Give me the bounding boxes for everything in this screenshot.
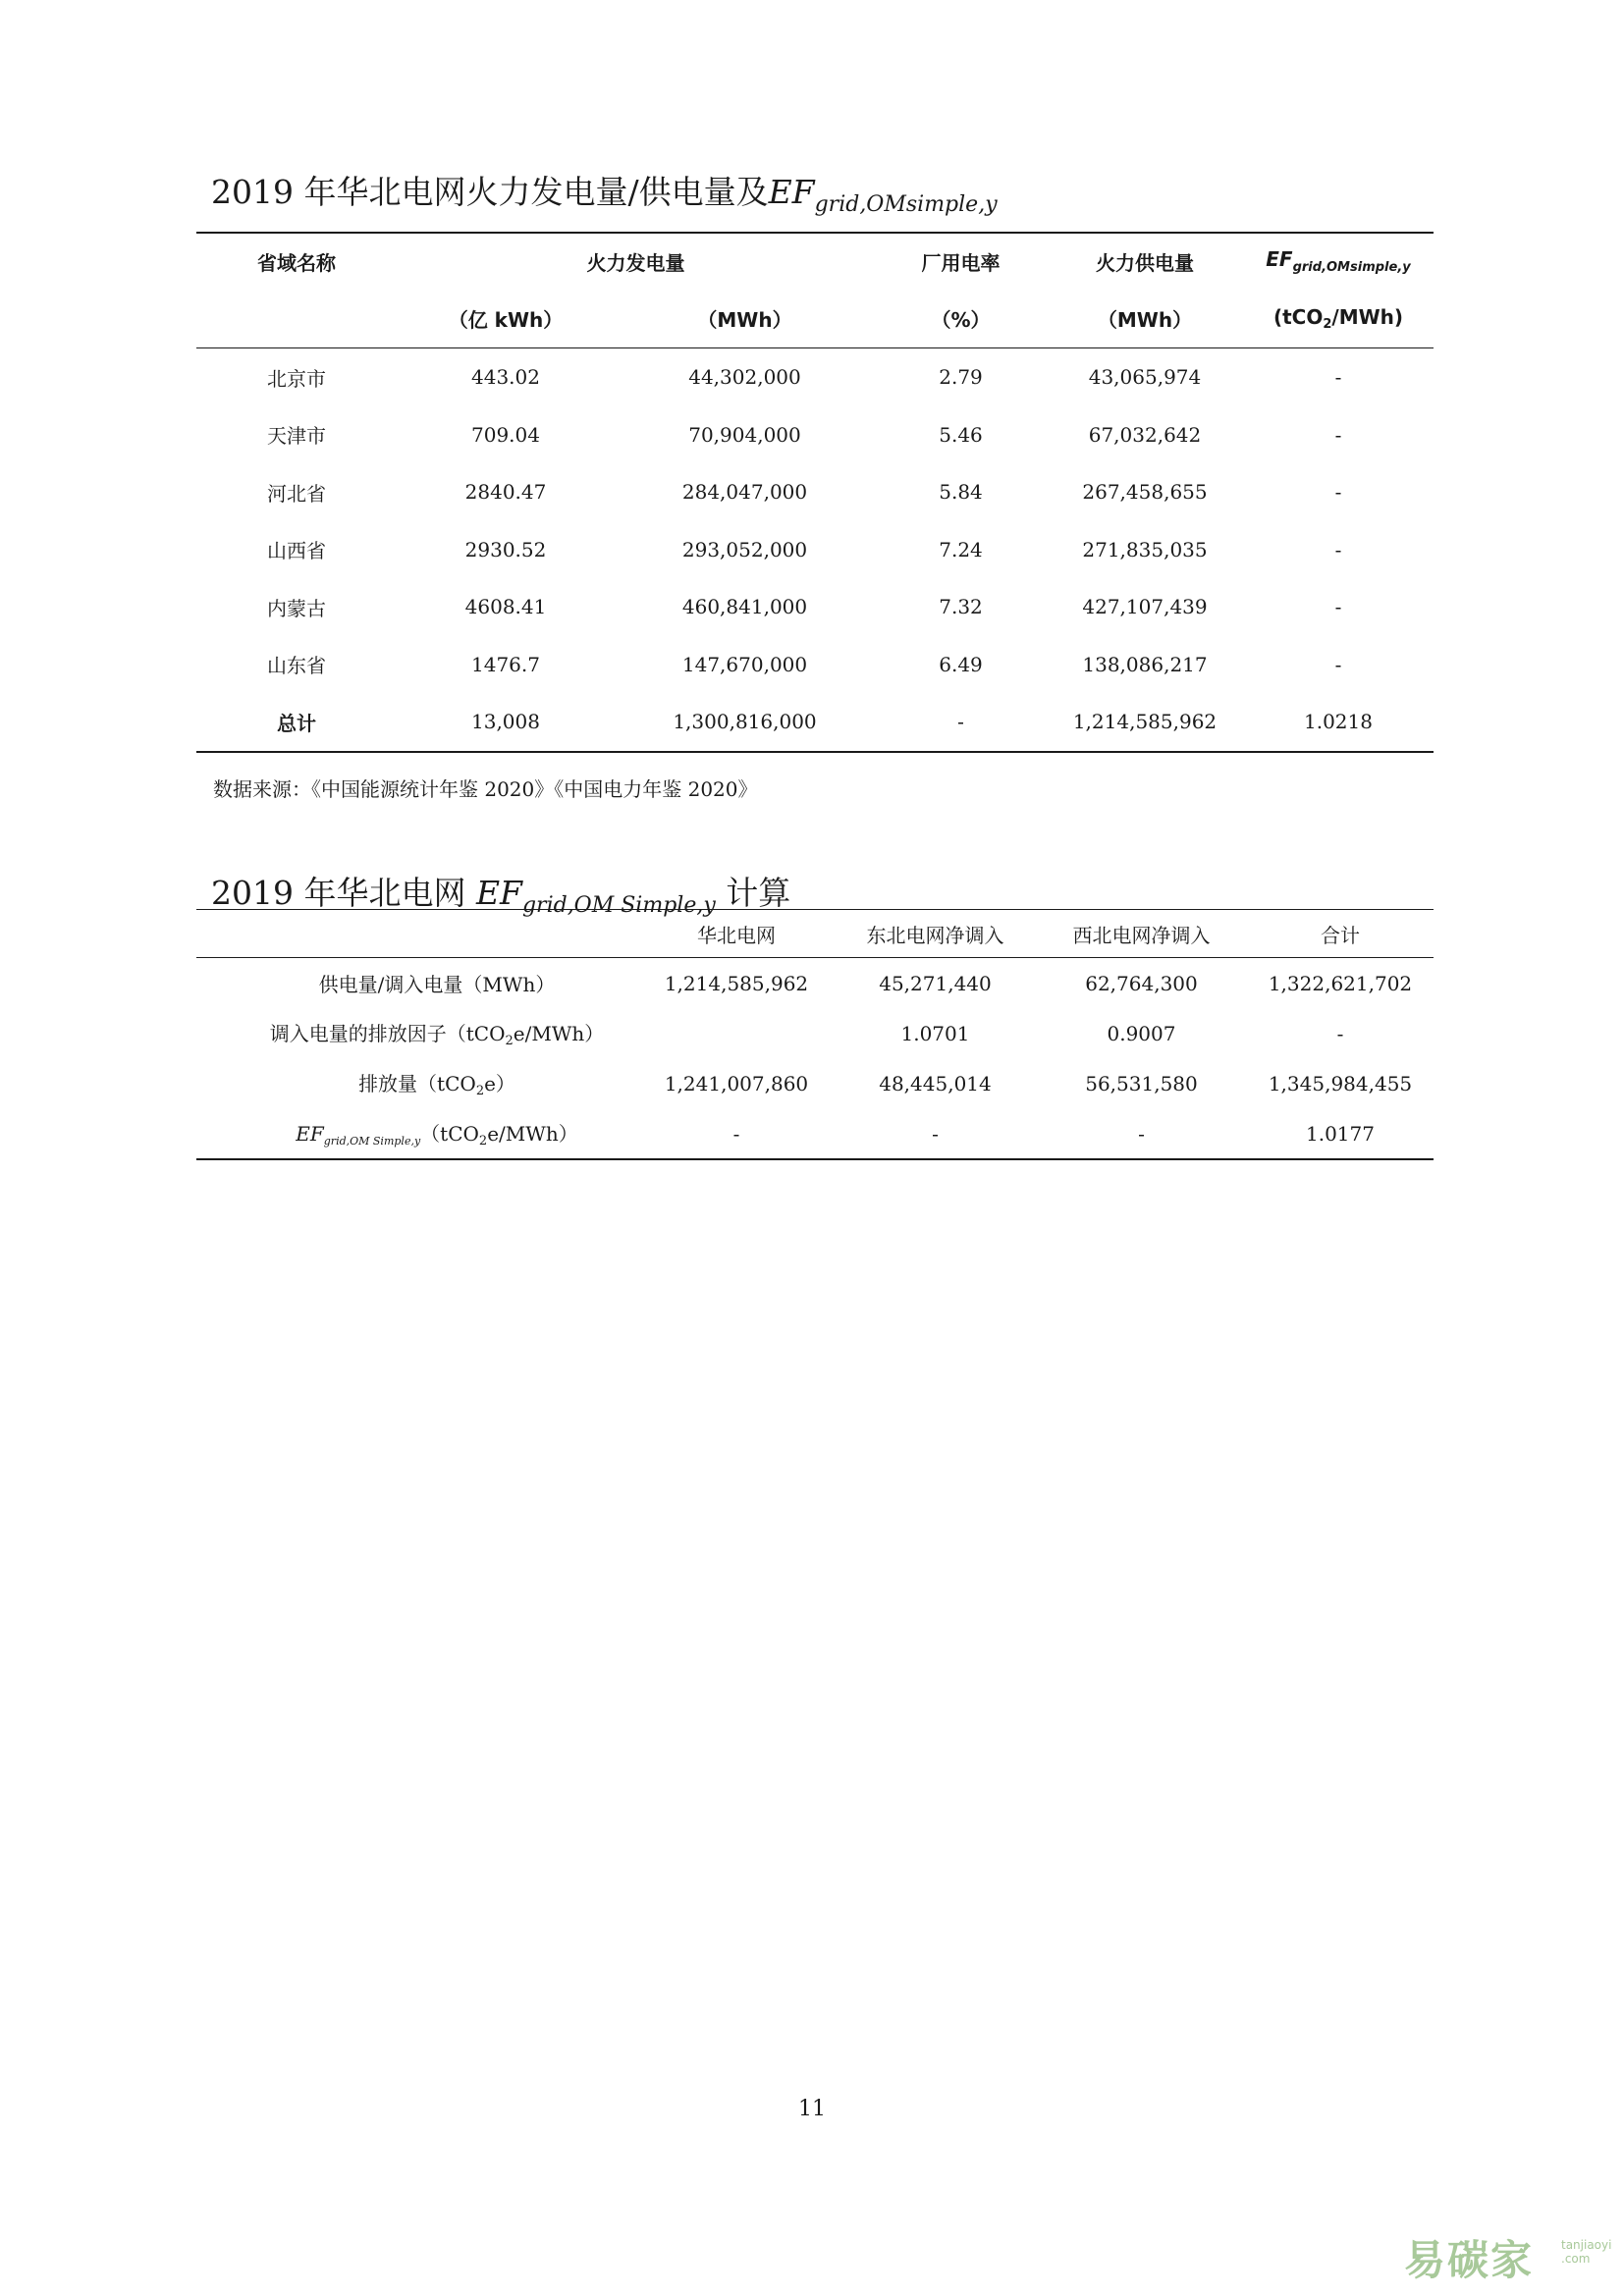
label-pre: 排放量（tCO — [358, 1072, 476, 1095]
watermark-url-line2: .com — [1561, 2252, 1591, 2266]
cell-total-gen-yi: 13,008 — [471, 710, 540, 734]
cell-supply: 267,458,655 — [1082, 480, 1208, 505]
cell-total-gen-mwh: 1,300,816,000 — [673, 710, 817, 734]
watermark-logo — [1404, 2228, 1612, 2284]
cell-total-rate: - — [957, 710, 964, 734]
cell-ef: - — [1334, 595, 1342, 619]
label-sub: 2 — [475, 1084, 485, 1098]
label-ef-sub: grid,OM Simple,y — [323, 1135, 421, 1148]
cell-value: 1.0177 — [1306, 1121, 1375, 1146]
header-empty — [196, 910, 638, 958]
cell-rate: 7.32 — [939, 595, 983, 619]
cell-province: 天津市 — [267, 424, 326, 449]
table2-title-text: 2019 年华北电网 — [211, 874, 476, 912]
cell-value: 1,241,007,860 — [664, 1071, 809, 1095]
table-row — [196, 463, 1434, 521]
table-row — [196, 958, 1434, 1009]
cell-value: 48,445,014 — [879, 1071, 992, 1095]
header-supply: 火力供电量 — [1096, 250, 1194, 275]
header-generation: 火力发电量 — [586, 250, 685, 275]
table-row — [196, 1008, 1434, 1058]
label-pre: 调入电量的排放因子（tCO — [269, 1022, 506, 1045]
cell-supply: 43,065,974 — [1088, 365, 1202, 390]
header-northwest-import: 西北电网净调入 — [1036, 910, 1247, 958]
header-northeast-import: 东北电网净调入 — [835, 910, 1036, 958]
cell-ef: - — [1334, 537, 1342, 561]
table2-title-ef-sub: grid,OM Simple,y — [521, 893, 716, 918]
cell-value: 1,214,585,962 — [664, 971, 809, 995]
cell-rate: 2.79 — [939, 365, 983, 390]
cell-gen-mwh: 293,052,000 — [681, 537, 808, 561]
table2-header-row — [196, 910, 1434, 958]
cell-province: 河北省 — [267, 481, 326, 506]
cell-value: - — [932, 1121, 939, 1146]
table2-title-ef: EF — [475, 874, 522, 912]
cell-rate: 7.24 — [939, 537, 983, 561]
header-ef-main: EF — [1266, 247, 1293, 271]
watermark-url-line1: tanjiaoyi — [1561, 2238, 1612, 2252]
cell-rate: 5.84 — [939, 480, 983, 505]
table1-header-row — [196, 233, 1434, 289]
cell-province: 山西省 — [267, 539, 326, 563]
cell-value: 1,345,984,455 — [1268, 1071, 1413, 1095]
header-ef — [1243, 233, 1434, 289]
table1-title-ef-sub: grid,OMsimple,y — [814, 192, 998, 217]
cell-gen-mwh: 44,302,000 — [688, 365, 801, 390]
cell-supply: 427,107,439 — [1082, 595, 1208, 619]
cell-gen-mwh: 70,904,000 — [688, 422, 801, 447]
cell-gen-mwh: 284,047,000 — [681, 480, 808, 505]
data-source-note: 数据来源：《中国能源统计年鉴 2020》《中国电力年鉴 2020》 — [213, 777, 758, 801]
watermark-url — [1561, 2238, 1611, 2266]
table-row — [196, 636, 1434, 694]
cell-supply: 67,032,642 — [1088, 422, 1202, 447]
table1-title-text: 2019 年华北电网火力发电量/供电量及 — [211, 173, 769, 211]
row-label — [196, 1058, 638, 1108]
cell-ef: - — [1334, 422, 1342, 447]
cell-province: 山东省 — [267, 654, 326, 678]
table-row — [196, 406, 1434, 464]
cell-rate: 6.49 — [939, 652, 983, 676]
unit-ef-post: /MWh) — [1331, 304, 1404, 329]
label-ef: EF — [296, 1122, 324, 1146]
cell-supply: 271,835,035 — [1082, 537, 1208, 561]
cell-value: - — [1138, 1121, 1145, 1146]
cell-value: 56,531,580 — [1085, 1071, 1198, 1095]
table2-title-suffix: 计算 — [715, 874, 791, 912]
cell-ef: - — [1334, 365, 1342, 390]
cell-supply: 138,086,217 — [1082, 652, 1208, 676]
page-number: 11 — [798, 2097, 826, 2121]
row-label — [196, 1108, 638, 1159]
table-row — [196, 1108, 1434, 1159]
cell-value: - — [732, 1121, 740, 1146]
row-label: 供电量/调入电量（MWh） — [318, 973, 556, 996]
label-sub: 2 — [505, 1034, 514, 1048]
table-row — [196, 521, 1434, 579]
cell-gen-yi: 2840.47 — [464, 480, 547, 505]
cell-value: - — [1336, 1021, 1344, 1045]
table-row — [196, 1058, 1434, 1108]
cell-gen-yi: 709.04 — [471, 422, 540, 447]
header-north-china: 华北电网 — [638, 910, 835, 958]
unit-ef-sub: 2 — [1323, 316, 1332, 332]
label-post: e） — [484, 1072, 515, 1095]
cell-value: 1,322,621,702 — [1268, 971, 1413, 995]
unit-ef — [1243, 289, 1434, 348]
label-post: e/MWh） — [487, 1122, 578, 1146]
cell-value: 62,764,300 — [1085, 971, 1198, 995]
header-aux-rate: 厂用电率 — [921, 250, 1001, 275]
unit-ef-pre: (tCO — [1272, 304, 1324, 329]
unit-rate: （%） — [875, 289, 1047, 348]
unit-empty — [196, 289, 397, 348]
cell-value: 0.9007 — [1107, 1021, 1176, 1045]
thermal-power-table — [196, 232, 1434, 753]
cell-value: 1.0701 — [900, 1021, 970, 1045]
cell-rate: 5.46 — [939, 422, 983, 447]
watermark-text: 易碳家 — [1404, 2236, 1535, 2284]
table1-title — [211, 167, 998, 217]
ef-calculation-table — [196, 909, 1434, 1160]
header-province: 省域名称 — [257, 250, 336, 275]
cell-value — [638, 1008, 835, 1058]
unit-gen-mwh: （MWh） — [615, 289, 875, 348]
cell-gen-yi: 443.02 — [471, 365, 540, 390]
table-row — [196, 578, 1434, 636]
cell-total-supply: 1,214,585,962 — [1072, 710, 1218, 734]
unit-supply: （MWh） — [1047, 289, 1243, 348]
cell-value: 45,271,440 — [879, 971, 992, 995]
header-total: 合计 — [1247, 910, 1434, 958]
header-ef-sub: grid,OMsimple,y — [1292, 260, 1411, 275]
cell-total-label: 总计 — [277, 711, 316, 735]
cell-ef: - — [1334, 652, 1342, 676]
cell-gen-yi: 1476.7 — [471, 652, 540, 676]
cell-province: 内蒙古 — [267, 596, 326, 620]
unit-gen-yi: （亿 kWh） — [397, 289, 615, 348]
cell-total-ef: 1.0218 — [1304, 710, 1373, 734]
cell-gen-yi: 4608.41 — [464, 595, 547, 619]
row-label — [196, 1008, 638, 1058]
table-row — [196, 348, 1434, 406]
label-sub: 2 — [478, 1134, 488, 1148]
label-pre: （tCO — [420, 1122, 479, 1146]
table1-title-ef: EF — [768, 173, 815, 211]
label-post: e/MWh） — [513, 1022, 605, 1045]
cell-province: 北京市 — [267, 366, 326, 391]
cell-gen-yi: 2930.52 — [464, 537, 547, 561]
cell-gen-mwh: 460,841,000 — [681, 595, 808, 619]
cell-gen-mwh: 147,670,000 — [681, 652, 808, 676]
table1-units-row — [196, 289, 1434, 348]
table-total-row — [196, 693, 1434, 752]
cell-ef: - — [1334, 480, 1342, 505]
